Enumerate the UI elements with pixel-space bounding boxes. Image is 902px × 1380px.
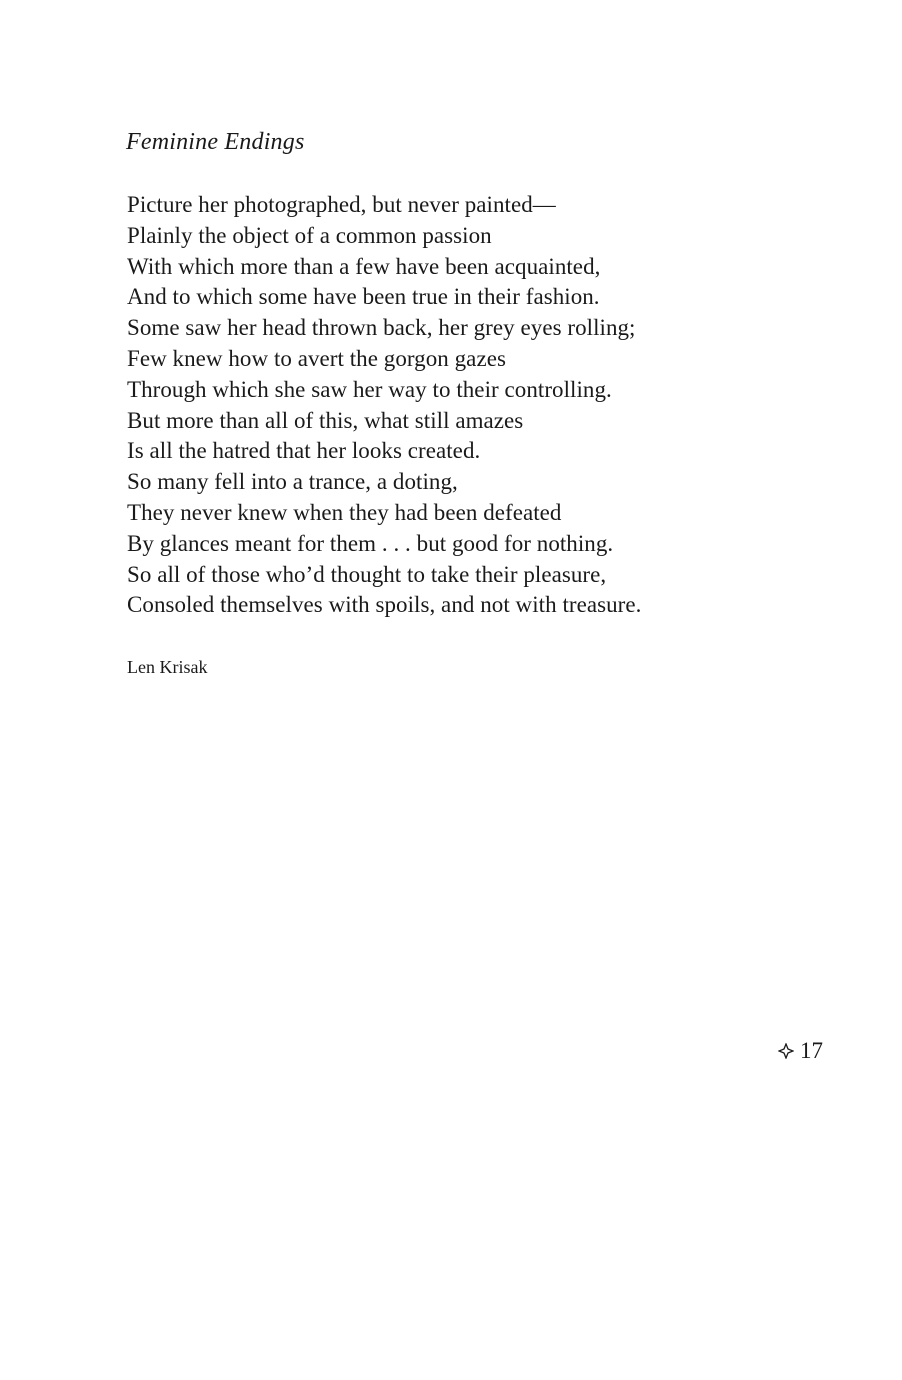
poem-title: Feminine Endings [126, 129, 305, 155]
poem-line: They never knew when they had been defeated [127, 499, 562, 525]
poem-line: So many fell into a trance, a doting, [127, 469, 458, 495]
poem-line: Picture her photographed, but never painted— [127, 192, 556, 217]
poem-line: By glances meant for them . . . but good for nothing. [127, 530, 614, 556]
page-folio [778, 1036, 823, 1066]
poem-line: So all of those who’d thought to take their pleasure, [127, 561, 607, 587]
poem-body [127, 190, 641, 621]
page-number: 17 [800, 1038, 823, 1063]
poem-line: Is all the hatred that her looks created. [127, 438, 481, 464]
four-point-star-outline-icon [778, 1043, 794, 1059]
poem-line: Through which she saw her way to their controlling. [127, 376, 612, 402]
poem-line: Some saw her head thrown back, her grey eyes rolling; [127, 315, 636, 341]
poem-line: With which more than a few have been acquainted, [127, 253, 601, 279]
poem-line: But more than all of this, what still amazes [127, 407, 524, 433]
poem-line: Consoled themselves with spoils, and not with treasure. [127, 592, 642, 618]
poem-line: Few knew how to avert the gorgon gazes [127, 345, 506, 371]
poem-author: Len Krisak [127, 657, 208, 677]
poem-line: Plainly the object of a common passion [127, 222, 492, 248]
poem-line: And to which some have been true in their fashion. [127, 284, 600, 310]
